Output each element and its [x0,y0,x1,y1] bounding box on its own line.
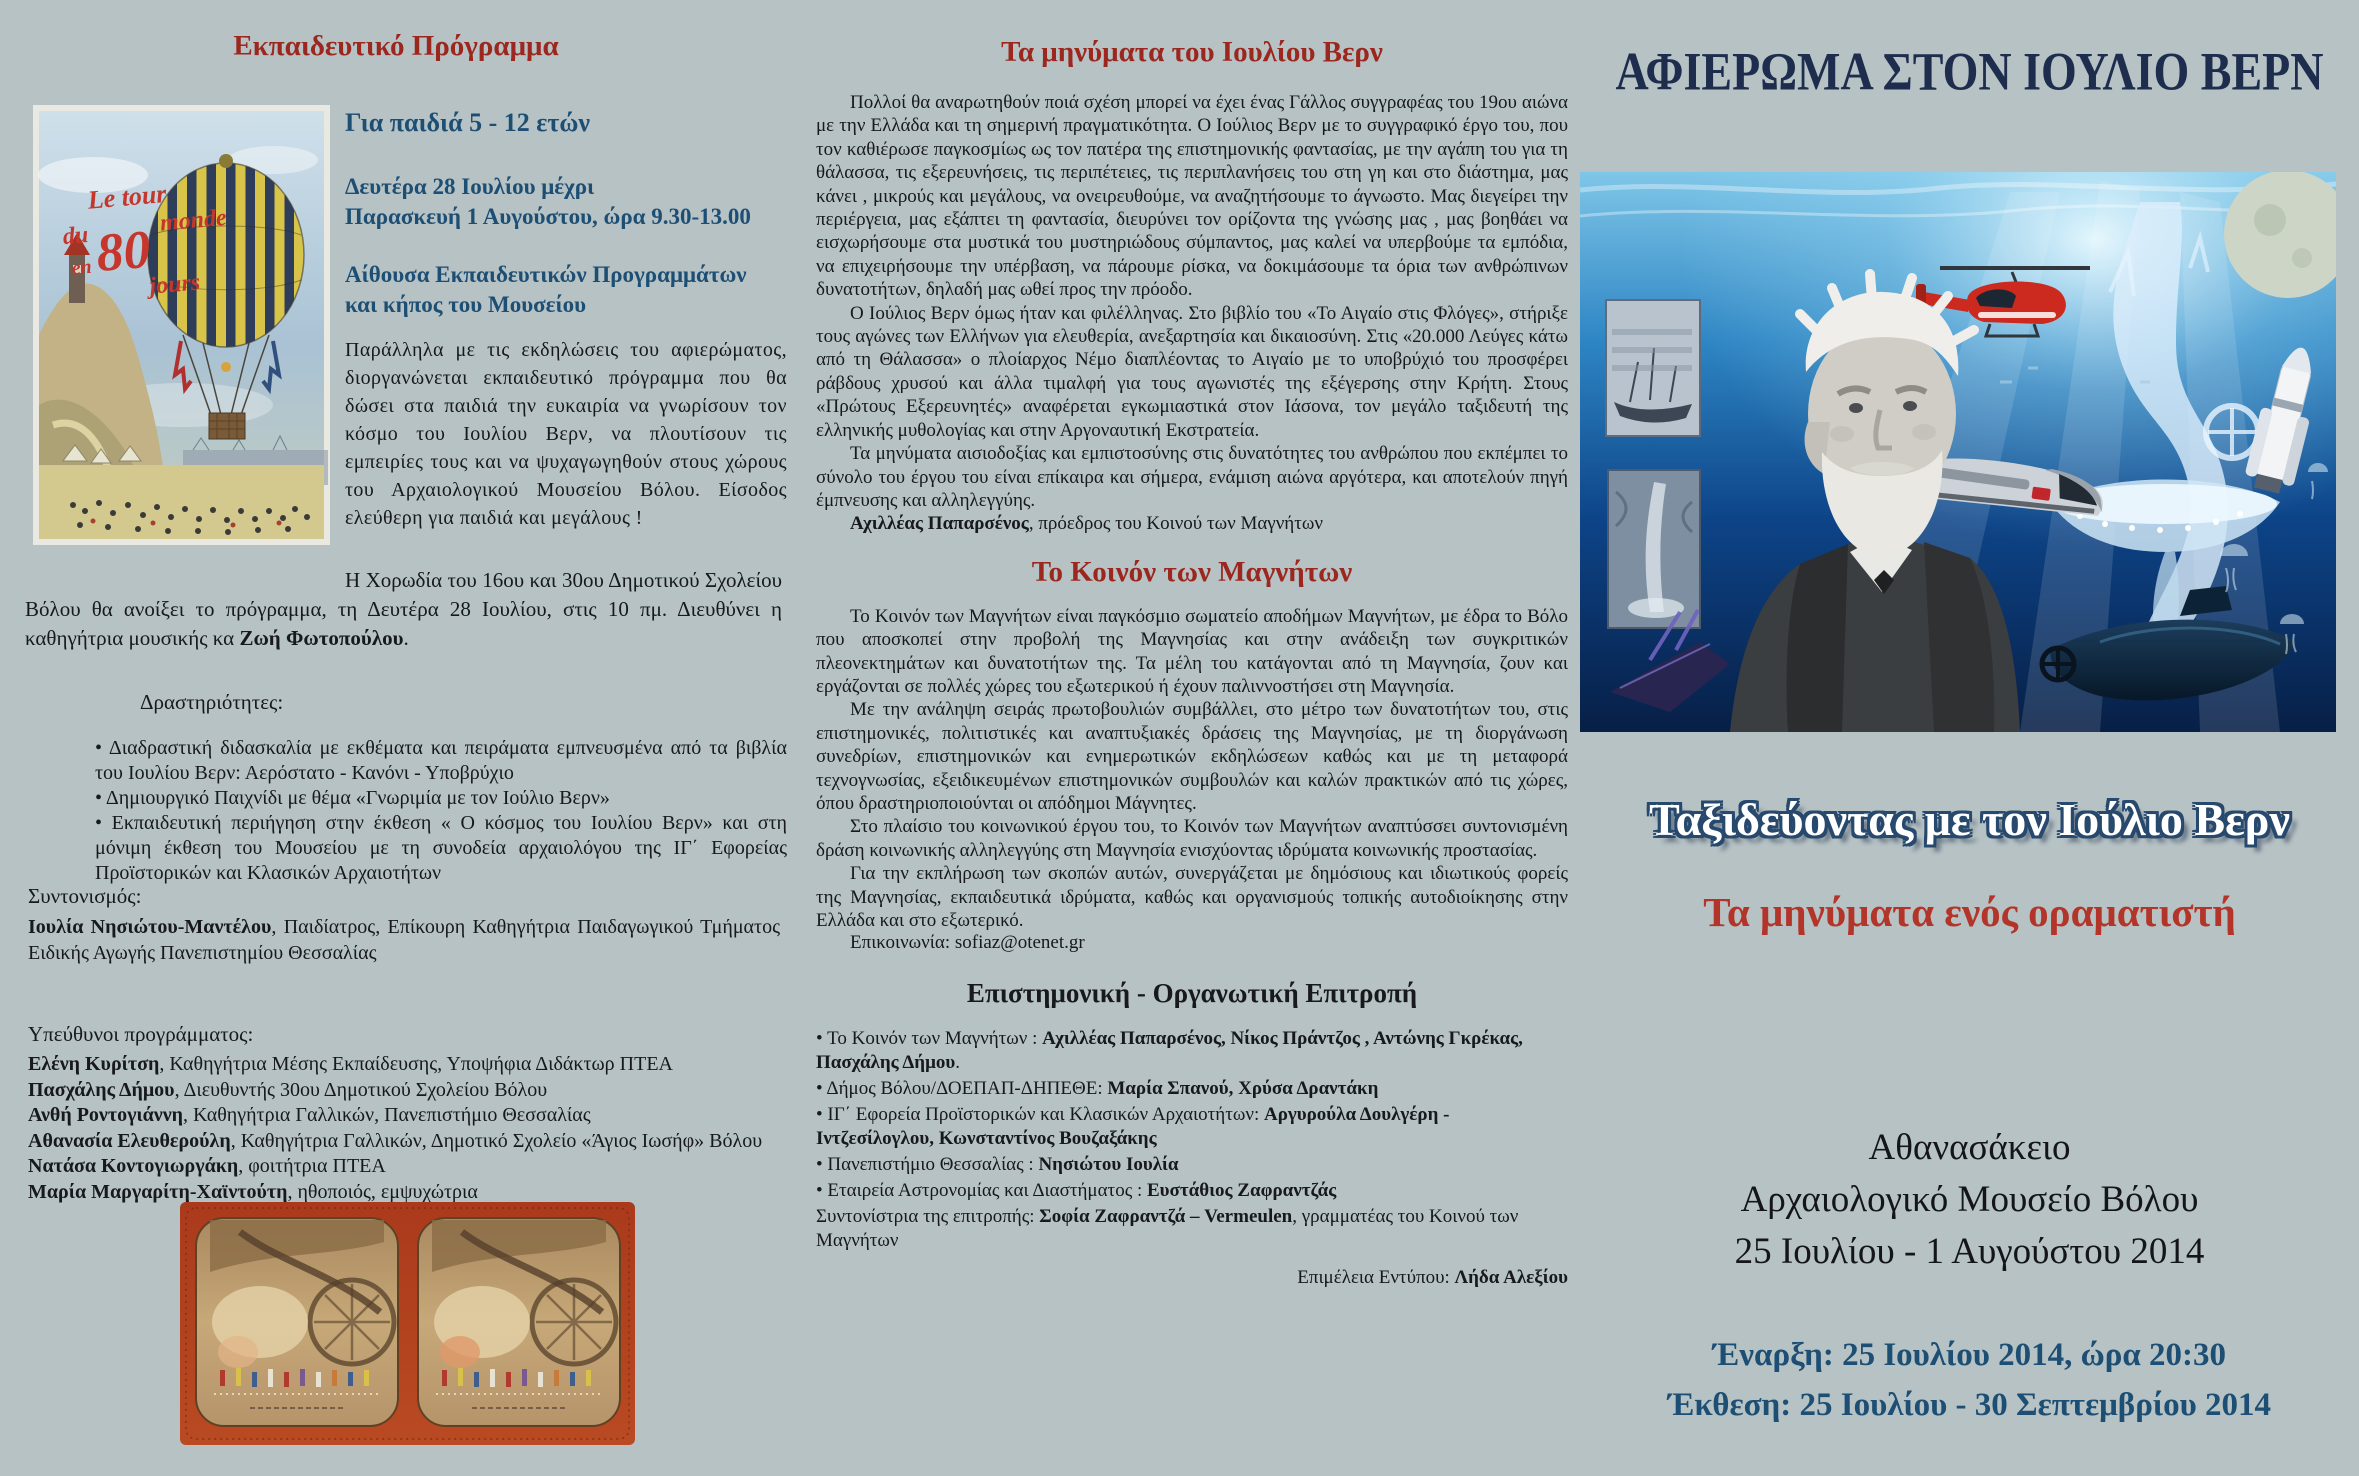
venue-line1: Αίθουσα Εκπαιδευτικών Προγραμμάτων [345,262,747,287]
poster-text-80: 80 [93,218,153,284]
lead-role: , ηθοποιός, εμψυχώτρια [287,1180,478,1203]
engraving-waterspout [1608,470,1700,628]
lead-role: , φοιτήτρια ΠΤΕΑ [238,1155,386,1177]
audience-heading: Για παιδιά 5 - 12 ετών [345,108,590,137]
train-logo [2031,487,2050,501]
committee-line [816,1179,1568,1203]
panel-educational-program [0,0,792,1476]
lead-name: Νατάσα Κοντογιωργάκη [28,1155,239,1177]
bullet-icon: • [816,1154,823,1176]
koinon-paragraph-3: Στο πλαίσιο του κοινωνικού έργου του, το Κοινόν των Μαγνήτων αναπτύσσει συντονισμένη δράση κοινωνικής αλληλεγγύης στη Μαγνησία ενισχύοντας ιδρύματα κοινωνικής προστασίας. [816,816,1568,861]
committee-org: Το Κοινόν των Μαγνήτων : [822,1028,1043,1050]
messages-paragraph-3: Τα μηνύματα αισιοδοξίας και εμπιστοσύνης στις δυνατότητες του ανθρώπου που εκπέμπει το σύνολο του έργου του είναι επίκαιρα και σήμερα, ενάμιση αιώνα αργότερα, και αποτελούν πηγή έμπνευσης και αλληλεγγύης. [816,443,1568,511]
activity-text: Διαδραστική διδασκαλία με εκθέματα και πειράματα εμπνευσμένα από τα βιβλία του Ιουλίου Βερν: Αερόστατο - Κανόνι - Υποβρύχιο [95,737,787,784]
committee-list [816,1027,1568,1253]
signature-name: Αχιλλέας Παπαρσένος [850,513,1029,535]
poster-text-monde: monde [158,204,228,237]
committee-names: Αργυρούλα Δουλγέρη - Ιντζεσίλογλου, Κωνσταντίνος Βουζαξάκης [816,1104,1450,1150]
committee-title: Επιστημονική - Οργανωτική Επιτροπή [966,978,1418,1009]
poster-text-le-tour: Le tour [86,179,168,215]
lead-line [28,1103,780,1129]
committee-names: Νησιώτου Ιουλία [1038,1154,1179,1176]
dates-line1: Δευτέρα 28 Ιουλίου μέχρι [345,174,595,199]
secretary-role: , γραμματέας του Κοινού των Μαγνήτων [816,1206,1519,1252]
committee-line [816,1103,1568,1151]
committee-names: Ευστάθιος Ζαφραντζάς [1147,1180,1337,1202]
bullet-icon: • [95,787,103,809]
middle-column [816,36,1568,1308]
activity-text: Δημιουργικό Παιχνίδι με θέμα «Γνωριμία με τον Ιούλιο Βερν» [105,787,610,809]
poster-text-du: du [61,221,90,251]
secretary-label: Συντονίστρια της επιτροπής: [816,1206,1040,1228]
field [39,465,324,539]
lead-line [28,1052,780,1078]
committee-org: ΙΓ΄ Εφορεία Προϊστορικών και Κλασικών Αρχαιοτήτων: [822,1104,1264,1126]
venue-name-2: Αρχαιολογικό Μουσείο Βόλου [1740,1179,2199,1220]
program-leads-list [28,1052,780,1205]
exhibition-line: Έκθεση: 25 Ιουλίου - 30 Σεπτεμβρίου 2014 [1668,1387,2271,1423]
venue-heading [345,260,787,320]
lead-name: Πασχάλης Δήμου [28,1078,175,1101]
cover-subtitle-travelling: Ταξιδεύοντας με τον Ιούλιο Βερν [1649,794,2290,845]
poster-text-jours: jours [148,269,202,300]
stereo-right-frame [418,1218,620,1426]
dates-heading [345,172,787,232]
coordination-label: Συντονισμός: [28,884,142,908]
venue-dates: 25 Ιουλίου - 1 Αυγούστου 2014 [1734,1231,2205,1272]
activities-list [95,736,787,886]
dates-line2: Παρασκευή 1 Αυγούστου, ώρα 9.30-13.00 [345,204,751,229]
lead-name: Ανθή Ροντογιάννη [28,1104,184,1126]
coordinator-name: Ιουλία Νησιώτου-Μαντέλου [28,916,272,938]
intro-paragraph: Παράλληλα με τις εκδηλώσεις του αφιερώματος, διοργανώνεται εκπαιδευτικό πρόγραμμα που θα δώσει στα παιδιά την ευκαιρία να γνωρίσουν τον κόσμο του Ιουλίου Βερν, να πλουτίσουν τις εμπειρίες τους και να ψυχαγωγηθούν στους χώρους του Αρχαιολογικού Μουσείου Βόλου. Είσοδος ελεύθερη για παιδιά και μεγάλους ! [345,339,787,529]
committee-org: Πανεπιστήμιο Θεσσαλίας : [822,1154,1039,1176]
committee-secretary-line [816,1205,1568,1253]
opening-line: Έναρξη: 25 Ιουλίου 2014, ώρα 20:30 [1712,1337,2227,1373]
balloon-poster-graphic [33,105,330,545]
balloon-basket [209,413,245,439]
panel-cover [1580,0,2359,1476]
koinon-paragraph-2: Με την ανάληψη σειράς πρωτοβουλιών συμβάλλει, στο μέτρο των δυνατοτήτων του, στις επιστημονικές, πολιτιστικές και αναπτυξιακές δράσεις της Μαγνησίας, με τη διοργάνωση συνεδρίων, επιστημονικών και ενημερωτικών εκδηλώσεων καθώς και με τη μεταφορά τεχνογνωσίας, εξειδικευμένων επιστημονικών συμβουλών και καλών πρακτικών από τις χώρες, όπου δραστηριοποιούνται οι απόδημοι Μάγνητες. [816,699,1568,814]
committee-org: Δήμος Βόλου/ΔΟΕΠΑΠ-ΔΗΠΕΘΕ: [822,1078,1108,1100]
koinon-paragraph-1: Το Κοινόν των Μαγνήτων είναι παγκόσμιο σωματείο αποδήμων Μαγνήτων, με έδρα το Βόλο που αποσκοπεί στην προβολή της Μαγνησίας και στην ανάδειξη των συγκριτικών πλεονεκτημάτων και δυνατοτήτων της. Τα μέλη του κατάγονται από τη Μαγνησία, ζουν και εργάζονται σε πολλές χώρες του εξωτερικού ή έχουν παλιννοστήσει στη Μαγνησία. [816,605,1568,697]
secretary-name: Σοφία Ζαφραντζά – Vermeulen [1039,1206,1293,1228]
activity-text: Εκπαιδευτική περιήγηση στην έκθεση « Ο κόσμος του Ιουλίου Βερν» και στη μόνιμη έκθεση του Μουσείου με τη συνοδεία αρχαιολόγου της ΙΓ΄ Εφορείας Προϊστορικών και Κλασικών Αρχαιοτήτων [95,812,788,884]
messages-paragraph-2: Ο Ιούλιος Βερν όμως ήταν και φιλέλληνας. Στο βιβλίο του «Το Αιγαίο στις Φλόγες», στήριξε τους αγώνες των Ελλήνων για ελευθερία, ανεξαρτησία και δικαιοσύνη. Στις «20.000 Λεύγες κάτω από τη Θάλασσα» ο πλοίαρχος Νέμο διαπλέοντας το Αιγαίο με το υποβρύχιό του προσφέρει ράβδους χρυσού και άλλα τιμαλφή για τους αγωνιστές της εξέγερσης στην Κρήτη. Στους «Πρώτους Εξερευνητές» αναφέρεται εγκωμιαστικά στον Ιάσονα, τον μεγάλο ταξιδευτή της ελληνικής μυθολογίας και στην Αργοναυτική Εκστρατεία. [816,302,1568,441]
choir-text-end: . [403,626,409,650]
cover-schedule-block [1580,1330,2359,1430]
koinon-paragraph-4: Για την εκπλήρωση των σκοπών αυτών, συνεργάζεται με δημόσιους και ιδιωτικούς φορείς της Μαγνησίας, εκπαιδευτικά ιδρύματα, καθώς και οργανισμούς τοπικής αυτοδιοίκησης στην Ελλάδα και στο εξωτερικό. [816,863,1568,931]
panel-messages [792,0,1580,1476]
messages-title: Τα μηνύματα του Ιουλίου Βερν [1001,36,1383,68]
credits-label: Επιμέλεια Εντύπου: [1297,1267,1455,1289]
lead-role: , Διευθυντής 30ου Δημοτικού Σχολείου Βόλου [174,1078,548,1101]
committee-names: Αχιλλέας Παπαρσένος, Νίκος Πράντζος , Αντώνης Γκρέκας, Πασχάλης Δήμου [816,1028,1523,1074]
jules-verne-collage-graphic [1580,172,2336,732]
stereo-left-frame [196,1218,398,1426]
activity-item [95,811,787,886]
balloon-poster-image [33,105,330,545]
lead-name: Αθανασία Ελευθερούλη [28,1129,231,1152]
choir-text: Η Χορωδία του 16ου και 30ου Δημοτικού Σχολείου Βόλου θα ανοίξει το πρόγραμμα, τη Δευτέρα 28 Ιουλίου, στις 10 πμ. Διευθύνει η καθηγήτρια μουσικής κα [25,568,782,650]
bullet-icon: • [816,1104,823,1126]
messages-paragraph-1: Πολλοί θα αναρωτηθούν ποιά σχέση μπορεί να έχει ένας Γάλλος συγγραφέας του 19ου αιώνα με την Ελλάδα και τη σημερινή πραγματικότητα. Ο Ιούλιος Βερν με το συγγραφικό έργο του, που τον καθιέρωσε παγκοσμίως ως τον πατέρα της επιστημονικής φαντασίας, με την αγάπη του για τη θάλασσα, τις εξερευνήσεις, τις περιπέτειες, τις περιπλανήσεις του στη γη και στο διάστημα, μας κάνει , μικρούς και μεγάλους, να ονειρευθούμε, να αναζητήσουμε το άγνωστο. Μας διεγείρει την περιέργεια, μας εξάπτει τη φαντασία, διευρύνει τον ορίζοντα της γνώσης μας , μας βοηθάει να εισχωρήσουμε στα μυστικά του μυστηριώδους σύμπαντος, μας καλεί να υπερβούμε τα εμπόδια, να επιχειρήσουμε την υπέρβαση, να πάρουμε ρίσκα, να δοκιμάσουμε τα όρια των ανθρώπινων δυνατοτήτων, δηλαδή μας ωθεί προς την πρόοδο. [816,92,1568,301]
lead-name: Ελένη Κυρίτση [28,1053,160,1075]
jules-verne-collage-image [1580,172,2336,732]
bullet-icon: • [816,1078,823,1100]
committee-tail: . [955,1052,960,1074]
program-leads-label: Υπεύθυνοι προγράμματος: [28,1022,254,1046]
bullet-icon: • [95,737,103,759]
engraving-boat [1606,300,1700,436]
cover-subtitle-messages: Τα μηνύματα ενός οραματιστή [1703,889,2236,935]
koinon-title: Το Κοινόν των Μαγνήτων [1031,555,1353,588]
lead-role: , Καθηγήτρια Μέσης Εκπαίδευσης, Υποψήφια Διδάκτωρ ΠΤΕΑ [159,1053,673,1075]
stereoscope-card-image [180,1202,635,1445]
lead-role: , Καθηγήτρια Γαλλικών, Δημοτικό Σχολείο «Άγιος Ιωσήφ» Βόλου [230,1129,763,1152]
signature-line [816,512,1568,535]
left-heading-block [345,108,787,532]
activity-item [95,736,787,786]
stereoscope-card-graphic [180,1202,635,1445]
lead-line [28,1129,780,1155]
signature-role: , πρόεδρος του Κοινού των Μαγνήτων [1028,513,1323,535]
bullet-icon: • [816,1180,823,1202]
lead-name: Μαρία Μαργαρίτη-Χαϊντούτη [28,1180,288,1203]
bullet-icon: • [95,812,103,834]
bullet-icon: • [816,1028,823,1050]
credits-line [816,1267,1568,1289]
lead-role: , Καθηγήτρια Γαλλικών, Πανεπιστήμιο Θεσσαλίας [183,1104,591,1126]
venue-line2: και κήπος του Μουσείου [345,292,587,317]
committee-line [816,1027,1568,1075]
activity-item [95,786,787,811]
choir-director-name: Ζωή Φωτοπούλου [239,626,404,650]
committee-org: Εταιρεία Αστρονομίας και Διαστήματος : [822,1180,1147,1202]
coordinator-line [28,914,780,966]
committee-line [816,1153,1568,1177]
activities-label: Δραστηριότητες: [140,690,284,714]
left-panel-title: Εκπαιδευτικό Πρόγραμμα [233,30,559,62]
cover-venue-block [1580,1122,2359,1278]
poster-text-en: en [70,255,93,280]
committee-line [816,1077,1568,1101]
lead-line [28,1078,780,1104]
contact-line: Επικοινωνία: sofiaz@otenet.gr [850,932,1085,954]
committee-names: Μαρία Σπανού, Χρύσα Δραντάκη [1107,1078,1379,1100]
cover-main-title: ΑΦΙΕΡΩΜΑ ΣΤΟΝ ΙΟΥΛΙΟ ΒΕΡΝ [1615,41,2324,102]
coordinator-role: , Παιδίατρος, Επίκουρη Καθηγήτρια Παιδαγωγικού Τμήματος Ειδικής Αγωγής Πανεπιστημίου Θεσσαλίας [28,916,780,964]
venue-name-1: Αθανασάκειο [1868,1127,2071,1168]
lead-line [28,1154,780,1180]
credits-name: Λήδα Αλεξίου [1454,1267,1568,1289]
choir-paragraph [25,566,782,653]
